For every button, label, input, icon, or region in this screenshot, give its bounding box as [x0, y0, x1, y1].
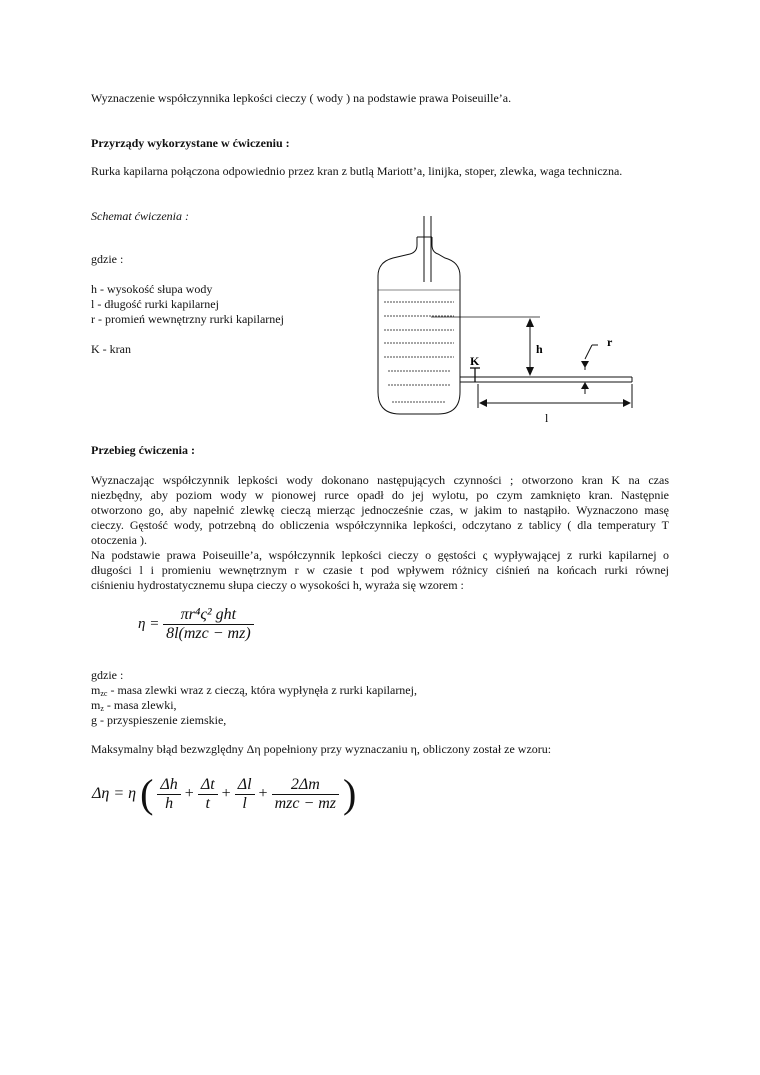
where2-item-g: g - przyspieszenie ziemskie, [91, 713, 227, 727]
legend-h: h - wysokość słupa wody [91, 282, 213, 296]
schema-heading: Schemat ćwiczenia : [91, 209, 189, 223]
instruments-text: Rurka kapilarna połączona odpowiednio przez kran z butlą Mariott’a, linijka, stoper, zlewka, waga techniczna. [91, 164, 623, 178]
error-formula: Δη = η ( $\frac{\Delta h}{h}$ + $\frac{\Delta t}{t}$ + $\frac{\Delta l}{l}$ + $\frac{2\Delta m}{\text{mzc − mz}}$ ) [92, 771, 357, 816]
procedure-line: Wyznaczając współczynnik lepkości wody dokonano następujących czynności ; otworzono kran K na czas [91, 473, 669, 487]
label-l: l [545, 411, 549, 425]
schema-where: gdzie : [91, 252, 124, 266]
procedure-line: otoczenia ). [91, 533, 147, 547]
instruments-heading: Przyrządy wykorzystane w ćwiczeniu : [91, 136, 290, 150]
formula1-denominator: 8l(mzc − mz) [166, 625, 251, 642]
procedure-heading: Przebieg ćwiczenia : [91, 443, 195, 457]
procedure-line: Na podstawie prawa Poiseuille’a, współczynnik lepkości cieczy o gęstości ς wypływającej z rurki kapilarnej o [91, 548, 669, 562]
legend-r: r - promień wewnętrzny rurki kapilarnej [91, 312, 284, 326]
document-title: Wyznaczenie współczynnika lepkości cieczy ( wody ) na podstawie prawa Poiseuille’a. [91, 91, 512, 105]
bottle-outline [378, 237, 460, 414]
procedure-line: niezbędny, aby poziom wody w pionowej rurce opadł do jej wylotu, po czym zamknięto kran. Następnie [91, 488, 669, 502]
procedure-line: ciśnieniu hydrostatycznemu słupa cieczy o wysokości h, wyraża się wzorem : [91, 578, 464, 592]
legend-kran: K - kran [91, 342, 131, 356]
viscosity-formula [138, 606, 254, 643]
procedure-line: cieczy. Gęstość wody, potrzebną do obliczenia współczynnika lepkości, odczytano z tablicy ( dla temperatury T [91, 518, 669, 532]
error-text: Maksymalny błąd bezwzględny Δη popełniony przy wyznaczaniu η, obliczony został ze wzoru: [91, 742, 552, 756]
label-k: K [470, 354, 480, 368]
experiment-diagram [360, 212, 660, 427]
r-leader [585, 345, 592, 359]
procedure-paragraph-1 [91, 473, 669, 593]
formula1-numerator: πr⁴ς² ght [163, 606, 254, 625]
procedure-line: otworzono go, aby napełnić zlewkę cieczą mierząc jednocześnie czas, w jakim to nastąpiło. Wyznaczono masę [91, 503, 669, 517]
label-r: r [607, 335, 613, 349]
procedure-line: długości l i promieniu wewnętrznym r w czasie t pod wpływem różnicy ciśnień na końcach rurki równej [91, 563, 669, 577]
label-h: h [536, 342, 543, 356]
where2-title: gdzie : [91, 668, 124, 682]
formula1-lhs: η = [138, 616, 160, 632]
where2-item-mz: $m_z$ - masa zlewki, [91, 698, 177, 713]
formula2-lhs: Δη = η [92, 785, 137, 802]
legend-l: l - długość rurki kapilarnej [91, 297, 219, 311]
where2-item-mzc: $m_{zc}$ - masa zlewki wraz z cieczą, która wypłynęła z rurki kapilarnej, [91, 683, 417, 698]
